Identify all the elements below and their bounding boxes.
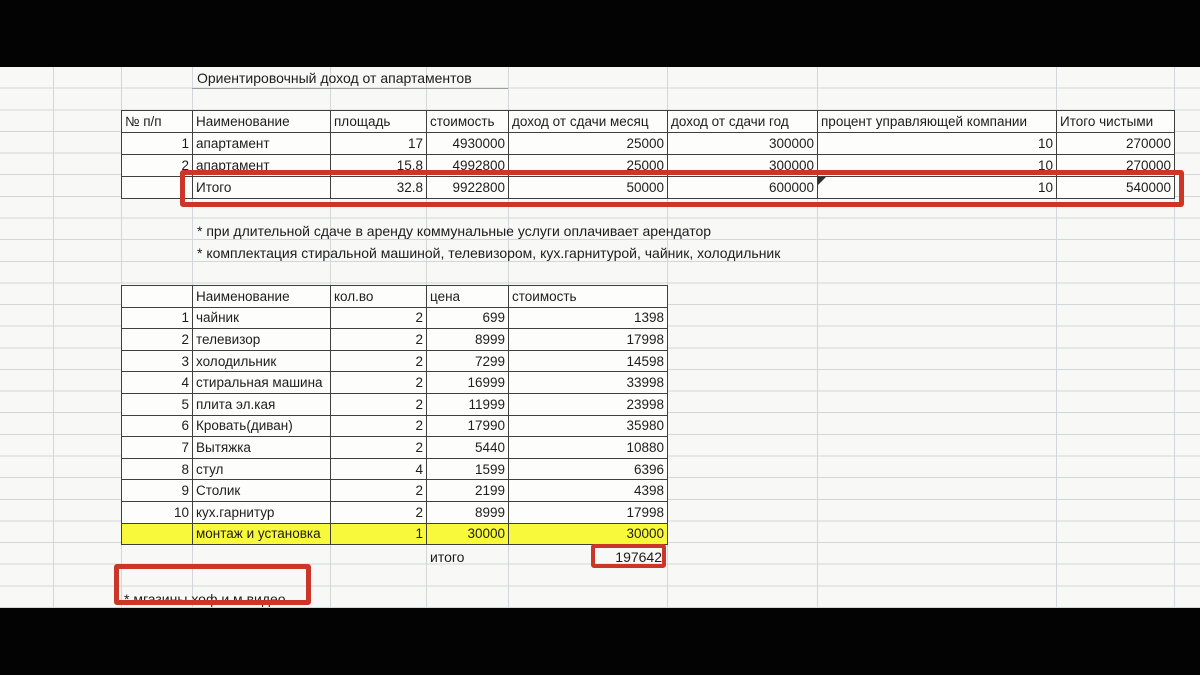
cell[interactable]: 35980 [509,415,668,437]
cell[interactable]: 2 [122,155,193,177]
cell[interactable]: 5440 [427,437,509,459]
cell[interactable]: 1599 [427,458,509,480]
income-table[interactable] [121,110,1175,199]
cell[interactable]: 2 [331,501,427,523]
cell[interactable]: 17 [331,133,427,155]
cell[interactable]: 2 [331,372,427,394]
footnote-stores: * мгазины хоф и м.видео [124,591,286,607]
column-header[interactable]: цена [427,286,509,308]
table-row [122,458,668,480]
note-equipment: * комплектация стиральной машиной, телевизором, кух.гарнитурой, чайник, холодильник [197,245,781,261]
cell[interactable] [122,523,193,545]
column-header[interactable]: стоимость [427,111,509,133]
cell[interactable]: 540000 [1057,177,1175,199]
cell[interactable]: 10 [818,155,1057,177]
cell[interactable]: 3 [122,350,193,372]
cell[interactable]: 10 [818,133,1057,155]
table-row [122,350,668,372]
cell[interactable]: 8 [122,458,193,480]
cell[interactable]: стул [193,458,331,480]
cell[interactable]: чайник [193,307,331,329]
cell[interactable]: 6 [122,415,193,437]
cell[interactable]: 2 [331,480,427,502]
cell[interactable]: апартамент [193,133,331,155]
cell[interactable]: 699 [427,307,509,329]
cell[interactable]: 5 [122,393,193,415]
cell[interactable]: 30000 [509,523,668,545]
table-row [122,501,668,523]
column-header[interactable]: кол.во [331,286,427,308]
cell[interactable]: 1 [122,307,193,329]
column-header[interactable]: стоимость [509,286,668,308]
cell[interactable]: 17998 [509,329,668,351]
comment-marker-icon [818,177,826,185]
column-header[interactable]: доход от сдачи месяц [509,111,668,133]
equipment-table[interactable] [121,285,668,545]
cell[interactable]: 7299 [427,350,509,372]
cell[interactable]: 17990 [427,415,509,437]
cell[interactable]: Итого [193,177,331,199]
cell[interactable]: 2199 [427,480,509,502]
sheet-title: Ориентировочный доход от апартаментов [197,70,472,86]
table-row [122,480,668,502]
cell[interactable]: 270000 [1057,133,1175,155]
column-header[interactable]: Итого чистыми [1057,111,1175,133]
cell[interactable]: 1 [331,523,427,545]
cell[interactable]: 600000 [668,177,818,199]
cell[interactable]: 4992800 [427,155,509,177]
column-header[interactable]: доход от сдачи год [668,111,818,133]
table-row [122,329,668,351]
cell[interactable]: 8999 [427,501,509,523]
table-row [122,523,668,545]
title-cell-underline [192,88,508,89]
column-header[interactable]: Наименование [193,286,331,308]
cell[interactable]: 4398 [509,480,668,502]
table-row [122,133,1175,155]
cell[interactable]: апартамент [193,155,331,177]
note-utilities: * при длительной сдаче в аренду коммунальные услуги оплачивает арендатор [197,223,712,239]
table-row [122,393,668,415]
letterbox-top [0,0,1200,67]
table-row [122,372,668,394]
cell[interactable]: 25000 [509,133,668,155]
cell[interactable]: 17998 [509,501,668,523]
column-header[interactable] [122,286,193,308]
cell[interactable]: монтаж и установка [193,523,331,545]
cell[interactable]: 50000 [509,177,668,199]
cell[interactable]: Вытяжка [193,437,331,459]
grand-total-value: 197642 [615,549,662,565]
cell[interactable]: холодильник [193,350,331,372]
cell[interactable]: стиральная машина [193,372,331,394]
table-row [122,437,668,459]
cell[interactable]: 15.8 [331,155,427,177]
cell[interactable]: 4 [331,458,427,480]
cell[interactable]: 4930000 [427,133,509,155]
cell[interactable]: 7 [122,437,193,459]
cell[interactable]: 2 [122,329,193,351]
table-row [122,307,668,329]
spreadsheet[interactable] [0,67,1200,608]
cell[interactable]: кух.гарнитур [193,501,331,523]
cell[interactable]: 33998 [509,372,668,394]
cell[interactable]: телевизор [193,329,331,351]
cell[interactable]: 1398 [509,307,668,329]
column-header[interactable]: Наименование [193,111,331,133]
cell[interactable]: 10880 [509,437,668,459]
cell[interactable]: 4 [122,372,193,394]
cell[interactable]: 300000 [668,155,818,177]
table-row [122,177,1175,199]
column-header[interactable]: процент управляющей компании [818,111,1057,133]
cell[interactable]: 16999 [427,372,509,394]
cell[interactable]: Столик [193,480,331,502]
grand-total-label: итого [430,549,465,565]
cell[interactable]: 25000 [509,155,668,177]
cell[interactable]: 270000 [1057,155,1175,177]
cell[interactable]: 2 [331,415,427,437]
cell[interactable]: 14598 [509,350,668,372]
cell[interactable]: 23998 [509,393,668,415]
cell[interactable]: 2 [331,437,427,459]
cell[interactable]: 2 [331,350,427,372]
gridline [53,67,54,608]
cell[interactable]: 2 [331,329,427,351]
cell[interactable] [122,177,193,199]
table-row [122,415,668,437]
letterbox-bottom [0,608,1200,675]
column-header[interactable]: площадь [331,111,427,133]
cell[interactable]: 9922800 [427,177,509,199]
cell[interactable]: 32.8 [331,177,427,199]
cell[interactable]: 2 [331,393,427,415]
cell[interactable]: Кровать(диван) [193,415,331,437]
table-row [122,155,1175,177]
cell[interactable]: 30000 [427,523,509,545]
cell[interactable]: 9 [122,480,193,502]
cell[interactable]: 10 [122,501,193,523]
cell[interactable]: 300000 [668,133,818,155]
column-header[interactable]: № п/п [122,111,193,133]
cell[interactable]: 8999 [427,329,509,351]
cell[interactable]: 2 [331,307,427,329]
cell[interactable]: плита эл.кая [193,393,331,415]
cell[interactable]: 1 [122,133,193,155]
cell[interactable]: 11999 [427,393,509,415]
cell[interactable]: 6396 [509,458,668,480]
cell[interactable]: 10 [818,177,1057,199]
